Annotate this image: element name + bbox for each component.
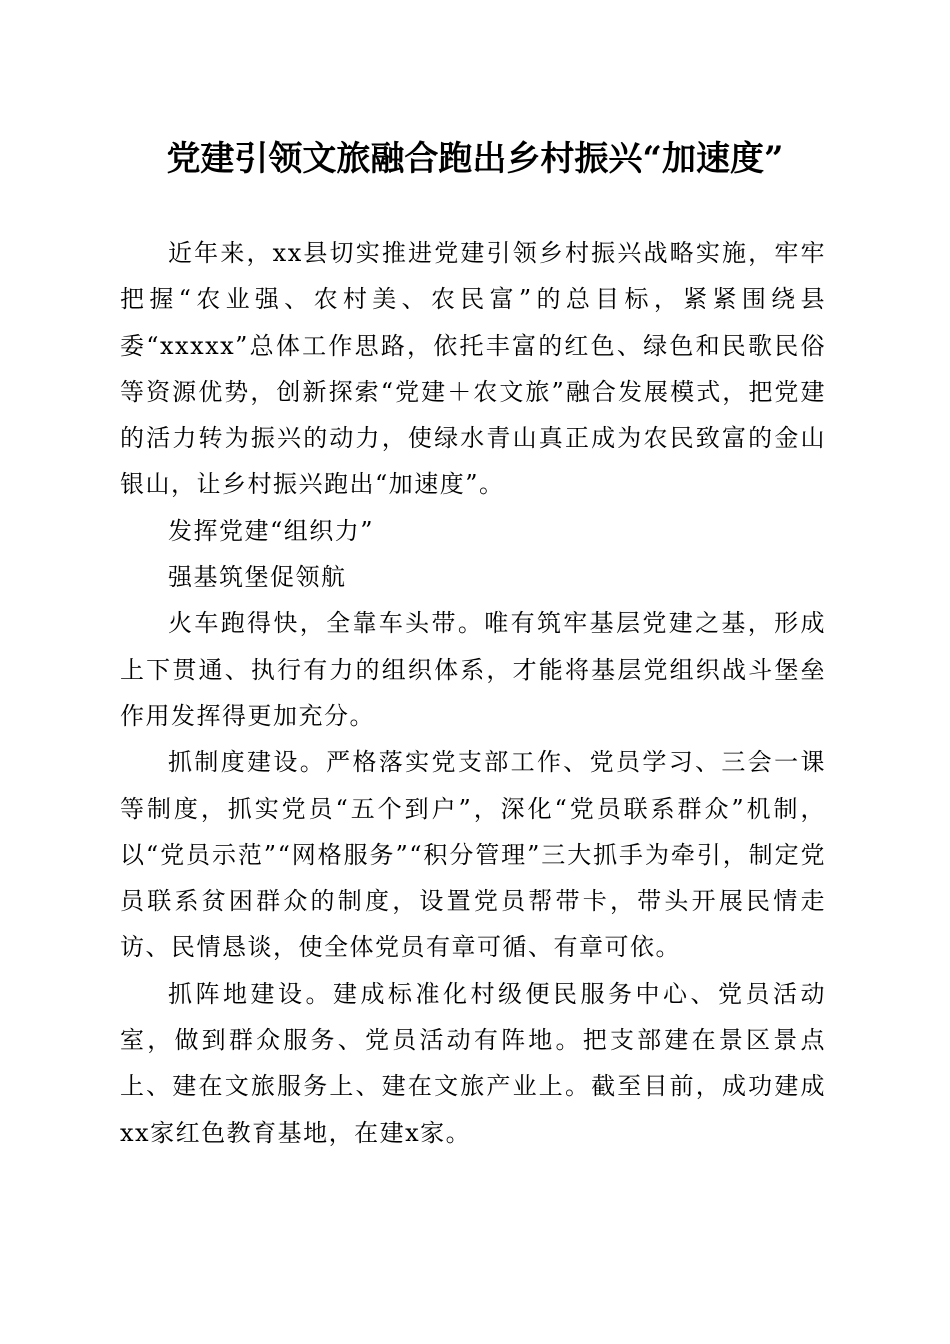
body-paragraph: 火车跑得快，全靠车头带。唯有筑牢基层党建之基，形成上下贯通、执行有力的组织体系，才能将基层党组织战斗堡垒作用发挥得更加充分。 <box>120 609 826 730</box>
body-paragraph: 抓阵地建设。建成标准化村级便民服务中心、党员活动室，做到群众服务、党员活动有阵地。把支部建在景区景点上、建在文旅服务上、建在文旅产业上。截至目前，成功建成xx家红色教育基地，在建x家。 <box>120 979 826 1147</box>
document-body <box>120 230 826 1156</box>
section-subheading: 强基筑堡促领航 <box>168 563 347 592</box>
intro-paragraph: 近年来，xx县切实推进党建引领乡村振兴战略实施，牢牢把握“农业强、农村美、农民富”的总目标，紧紧围绕县委“xxxxx”总体工作思路，依托丰富的红色、绿色和民歌民俗等资源优势，创新探索“党建＋农文旅”融合发展模式，把党建的活力转为振兴的动力，使绿水青山真正成为农民致富的金山银山，让乡村振兴跑出“加速度”。 <box>120 239 826 499</box>
section-heading: 发挥党建“组织力” <box>168 516 375 545</box>
body-paragraph: 抓制度建设。严格落实党支部工作、党员学习、三会一课等制度，抓实党员“五个到户”，深化“党员联系群众”机制，以“党员示范”“网格服务”“积分管理”三大抓手为牵引，制定党员联系贫困群众的制度，设置党员帮带卡，带头开展民情走访、民情恳谈，使全体党员有章可循、有章可依。 <box>120 748 826 962</box>
document-title: 党建引领文旅融合跑出乡村振兴“加速度” <box>166 139 784 179</box>
